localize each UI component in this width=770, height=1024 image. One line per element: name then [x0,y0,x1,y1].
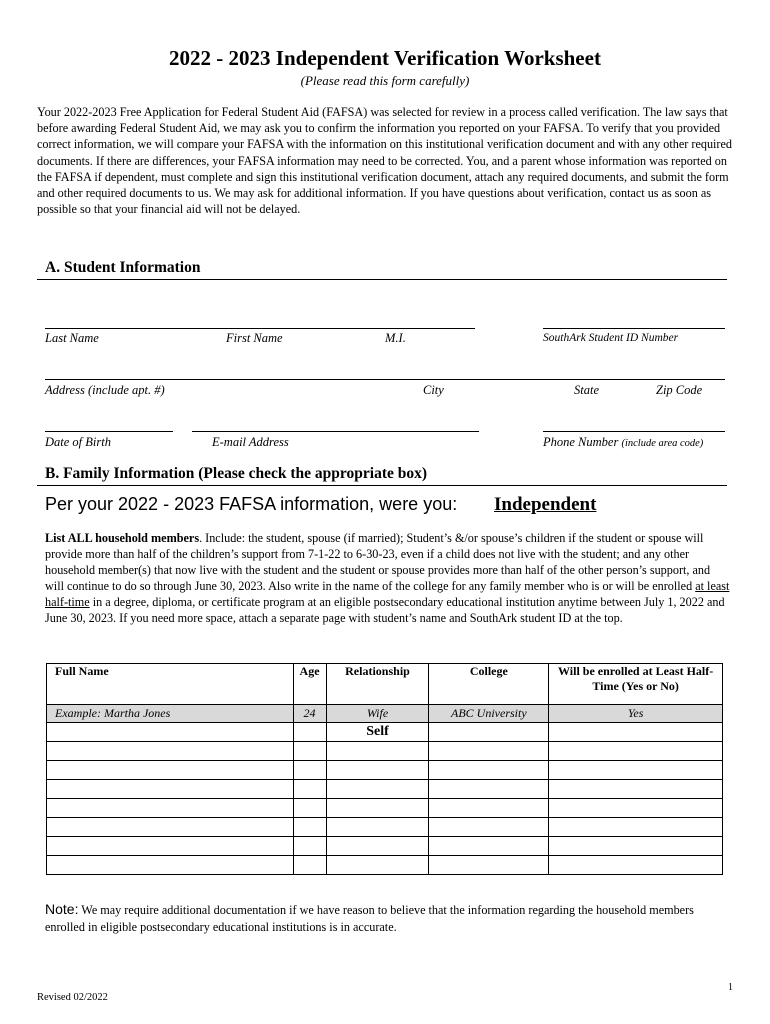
zip-label: Zip Code [656,383,703,397]
relationship-cell[interactable] [326,856,429,875]
note-label: Note: [45,901,79,917]
age-cell[interactable] [293,761,326,780]
age-cell[interactable] [293,818,326,837]
example-row [47,705,723,723]
fafsa-status-question: Per your 2022 - 2023 FAFSA information, were you: [45,494,458,514]
household-instructions-lead: List ALL household members [45,531,200,545]
example-college: ABC University [429,705,549,723]
name-cell[interactable] [47,837,294,856]
college-cell[interactable] [429,742,549,761]
enrolled-cell[interactable] [549,799,723,818]
example-name: Example: Martha Jones [47,705,294,723]
revised-date: Revised 02/2022 [37,992,108,1003]
phone-field[interactable] [543,431,725,432]
college-cell[interactable] [429,837,549,856]
relationship-cell[interactable] [326,837,429,856]
relationship-cell[interactable] [326,742,429,761]
page-title: 2022 - 2023 Independent Verification Worksheet [169,46,601,70]
enrolled-cell[interactable] [549,723,723,742]
table-row [47,742,723,761]
table-row [47,818,723,837]
age-cell[interactable] [293,856,326,875]
age-cell[interactable] [293,799,326,818]
city-label: City [423,383,444,397]
state-label: State [574,383,599,397]
age-cell[interactable] [293,837,326,856]
household-instructions-part2: in a degree, diploma, or certificate program at an eligible postsecondary educational institution anytime between July 1, 2022 and June 30, 2023. If you need more space, attach a separate page with student’s name and SouthArk student ID at the top. [45,595,725,626]
college-cell[interactable] [429,818,549,837]
age-cell[interactable] [293,723,326,742]
header-age: Age [293,664,326,705]
email-field[interactable] [192,431,479,432]
phone-label-text: Phone Number [543,435,619,449]
enrolled-cell[interactable] [549,742,723,761]
table-row [47,761,723,780]
example-age: 24 [293,705,326,723]
first-name-label: First Name [226,331,283,345]
example-enrolled: Yes [549,705,723,723]
note-text: We may require additional documentation if we have reason to believe that the information regarding the household members enrolled in eligible postsecondary educational institutions is in accurate. [45,903,694,934]
address-field[interactable] [45,379,725,380]
table-row [47,723,723,742]
table-row [47,856,723,875]
name-field[interactable] [45,328,475,329]
college-cell[interactable] [429,856,549,875]
page-subtitle: (Please read this form carefully) [300,73,470,88]
relationship-cell[interactable] [326,761,429,780]
section-b-rule [37,485,727,486]
dob-label: Date of Birth [45,435,111,449]
section-b-heading: B. Family Information (Please check the appropriate box) [45,465,428,482]
enrolled-cell[interactable] [549,761,723,780]
relationship-cell[interactable] [326,780,429,799]
relationship-cell[interactable] [326,818,429,837]
phone-label-note: (include area code) [621,438,704,449]
enrolled-cell[interactable] [549,818,723,837]
fafsa-status-answer: Independent [494,494,597,515]
name-cell[interactable] [47,799,294,818]
name-cell[interactable] [47,742,294,761]
age-cell[interactable] [293,742,326,761]
name-cell[interactable] [47,856,294,875]
student-id-label: SouthArk Student ID Number [543,332,679,344]
table-row [47,780,723,799]
page-number: 1 [728,982,733,993]
enrolled-cell[interactable] [549,856,723,875]
header-full-name: Full Name [47,664,294,705]
table-header-row [47,664,723,705]
table-row [47,799,723,818]
last-name-label: Last Name [45,331,99,345]
household-instructions [45,530,730,627]
name-cell[interactable] [47,818,294,837]
email-label: E-mail Address [212,435,289,449]
table-row [47,837,723,856]
enrolled-cell[interactable] [549,780,723,799]
header-college: College [429,664,549,705]
college-cell[interactable] [429,799,549,818]
college-cell[interactable] [429,780,549,799]
example-relationship: Wife [326,705,429,723]
address-label: Address (include apt. #) [45,383,165,397]
name-cell[interactable] [47,780,294,799]
header-enrolled: Will be enrolled at Least Half-Time (Yes or No) [549,664,723,705]
college-cell[interactable] [429,723,549,742]
name-cell[interactable] [47,723,294,742]
phone-label [543,435,703,450]
age-cell[interactable] [293,780,326,799]
note-paragraph [45,901,735,935]
header-relationship: Relationship [326,664,429,705]
intro-paragraph: Your 2022-2023 Free Application for Federal Student Aid (FAFSA) was selected for review in a process called verification. The law says that before awarding Federal Student Aid, we may ask you to confirm the information you reported on your FAFSA. To verify that you provided correct information, we will compare your FAFSA with the information on this institutional verification document and with any other required documents. If there are differences, your FAFSA information may need to be corrected. You, and a parent whose information was reported on the FAFSA if dependent, must complete and sign this institutional verification document, attach any required documents, and submit the form and other required documents to us. We may ask for additional information. If you have questions about verification, contact us as soon as possible so that your financial aid will not be delayed. [37,105,732,217]
enrolled-cell[interactable] [549,837,723,856]
student-id-field[interactable] [543,328,725,329]
half-time-emphasis: at least half-time [45,579,730,610]
relationship-cell[interactable] [326,799,429,818]
dob-field[interactable] [45,431,173,432]
section-a-heading: A. Student Information [45,259,201,276]
household-instructions-part1: . Include: the student, spouse (if married); Student’s &/or spouse’s children if the student or spouse will provide more than half of the children’s support from 7-1-22 to 6-30-23, even if a child does not live with the student; and any other household member(s) that now live with the student and the student or spouse provides more than half of the other person’s support, and will continue to do so through June 30, 2023. Also write in the name of the college for any family member who is or will be enrolled [45,531,711,594]
mi-label: M.I. [385,331,406,345]
household-table [46,663,723,875]
section-a-rule [37,279,727,280]
name-cell[interactable] [47,761,294,780]
relationship-self-cell: Self [326,723,429,742]
college-cell[interactable] [429,761,549,780]
